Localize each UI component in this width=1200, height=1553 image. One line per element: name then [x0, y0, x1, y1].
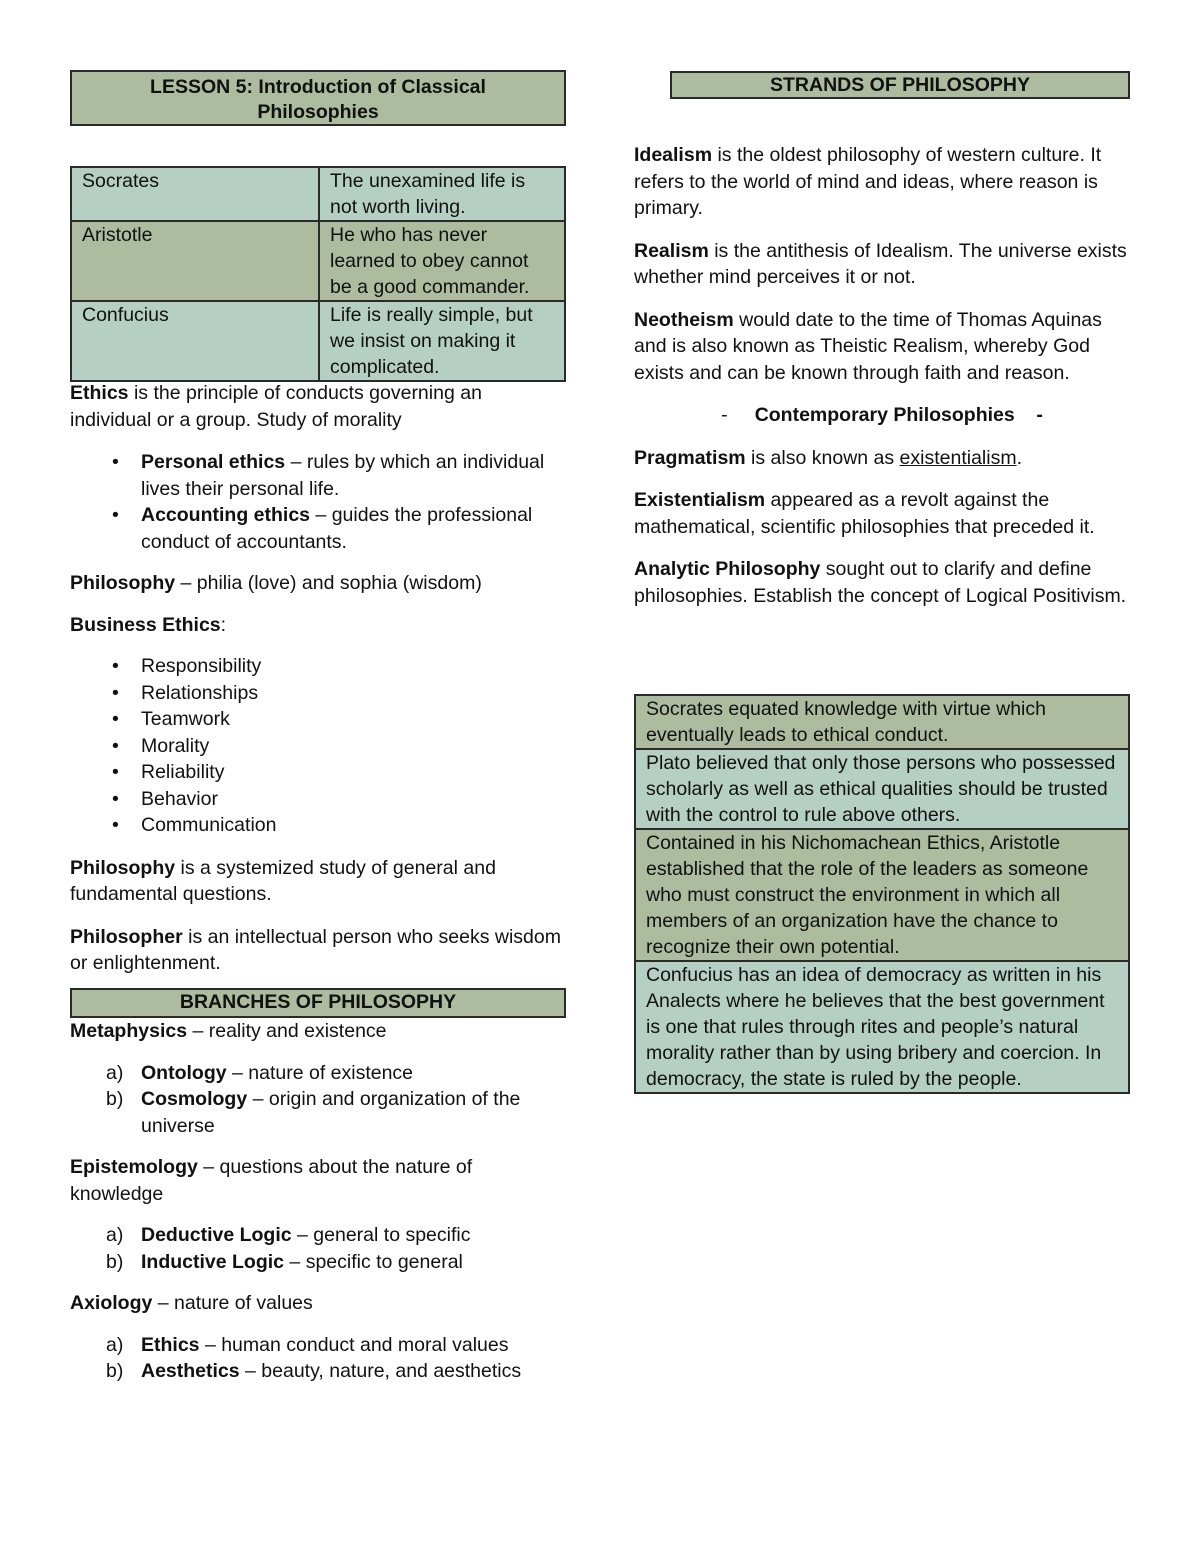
pragmatism-definition: Pragmatism is also known as existentialism.: [634, 446, 1023, 469]
philosopher-quote: He who has never learned to obey cannot be a good commander.: [319, 221, 565, 301]
ethics-types-list: [70, 449, 566, 555]
branches-title: BRANCHES OF PHILOSOPHY: [70, 988, 566, 1018]
philosophy-etymology: Philosophy – philia (love) and sophia (wisdom): [70, 572, 482, 594]
table-row: [635, 961, 1129, 1093]
metaphysics-list: [70, 1060, 566, 1140]
metaphysics-definition: Metaphysics – reality and existence: [70, 1020, 387, 1042]
business-ethics-list: [70, 653, 566, 839]
list-item: • Reliability: [70, 759, 566, 786]
philosopher-definition: Philosopher is an intellectual person who seeks wisdom or enlightenment.: [70, 925, 561, 974]
realism-definition: Realism is the antithesis of Idealism. The universe exists whether mind perceives it or not.: [634, 239, 1127, 288]
list-item: • Relationships: [70, 680, 566, 707]
philosopher-name: Socrates: [71, 167, 319, 221]
axiology-list: [70, 1332, 566, 1385]
philosopher-quote: Life is really simple, but we insist on making it complicated.: [319, 301, 565, 381]
epistemology-list: [70, 1222, 566, 1275]
philosophy-definition: Philosophy is a systemized study of general and fundamental questions.: [70, 856, 496, 905]
lesson-title: LESSON 5: Introduction of Classical Philosophies: [70, 70, 566, 126]
list-item: a) Ontology – nature of existence: [106, 1061, 414, 1084]
philosopher-name: Confucius: [71, 301, 319, 381]
philosopher-quote: The unexamined life is not worth living.: [319, 167, 565, 221]
list-item: b) Cosmology – origin and organization of the universe: [106, 1088, 521, 1137]
contemporary-heading: - Contemporary Philosophies -: [721, 404, 1043, 426]
table-row: [71, 221, 565, 301]
table-row: [635, 829, 1129, 961]
existentialism-definition: Existentialism appeared as a revolt against the mathematical, scientific philosophies that preceded it.: [634, 489, 1095, 538]
branches-section: [70, 1018, 566, 1385]
neotheism-definition: Neotheism would date to the time of Thomas Aquinas and is also known as Theistic Realism, whereby God exists and can be known through faith and reason.: [634, 308, 1102, 384]
note-cell: Confucius has an idea of democracy as written in his Analects where he believes that the best government is one that rules through rites and people’s natural morality rather than by using bribery and coercion. In democracy, the state is ruled by the people.: [635, 961, 1129, 1093]
notes-table: [634, 694, 1130, 1094]
list-item: • Personal ethics – rules by which an individual lives their personal life.: [70, 449, 566, 502]
axiology-definition: Axiology – nature of values: [70, 1292, 313, 1314]
list-item: • Behavior: [70, 786, 566, 813]
list-item: • Communication: [70, 812, 566, 839]
list-item: a) Deductive Logic – general to specific: [106, 1224, 471, 1246]
list-item: b) Inductive Logic – specific to general: [106, 1250, 463, 1273]
ethics-definition: Ethics is the principle of conducts governing an individual or a group. Study of morality: [70, 382, 482, 431]
note-cell: Plato believed that only those persons who possessed scholarly as well as ethical qualities should be trusted with the control to rule above others.: [635, 749, 1129, 829]
list-item: b) Aesthetics – beauty, nature, and aesthetics: [106, 1360, 522, 1382]
note-cell: Contained in his Nichomachean Ethics, Aristotle established that the role of the leaders as someone who must construct the environment in which all members of an organization have the chance to recognize their own potential.: [635, 829, 1129, 961]
philosopher-name: Aristotle: [71, 221, 319, 301]
epistemology-definition: Epistemology – questions about the nature of knowledge: [70, 1156, 473, 1205]
quotes-table: [70, 166, 566, 382]
list-item: • Responsibility: [70, 653, 566, 680]
idealism-definition: Idealism is the oldest philosophy of western culture. It refers to the world of mind and ideas, where reason is primary.: [634, 144, 1102, 219]
strands-section: [634, 142, 1130, 609]
list-item: • Morality: [70, 733, 566, 760]
business-ethics-label: Business Ethics:: [70, 613, 227, 636]
table-row: [635, 749, 1129, 829]
list-item: a) Ethics – human conduct and moral values: [106, 1333, 509, 1356]
list-item: • Teamwork: [70, 706, 566, 733]
analytic-philosophy-definition: Analytic Philosophy sought out to clarify and define philosophies. Establish the concept of Logical Positivism.: [634, 558, 1127, 607]
table-row: [71, 167, 565, 221]
ethics-section: [70, 380, 566, 977]
list-item: • Accounting ethics – guides the professional conduct of accountants.: [70, 502, 566, 555]
table-row: [71, 301, 565, 381]
strands-title: STRANDS OF PHILOSOPHY: [670, 71, 1130, 99]
table-row: [635, 695, 1129, 749]
note-cell: Socrates equated knowledge with virtue which eventually leads to ethical conduct.: [635, 695, 1129, 749]
